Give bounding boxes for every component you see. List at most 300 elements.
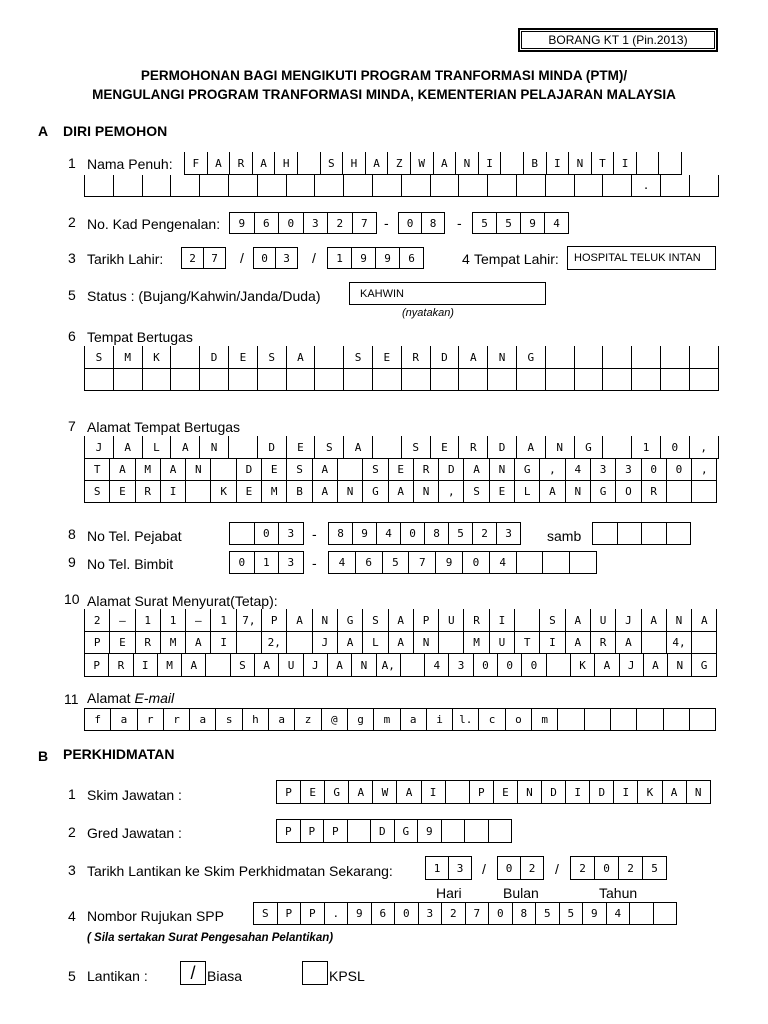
- char-cell[interactable]: G: [514, 459, 540, 481]
- char-cell[interactable]: N: [413, 632, 439, 654]
- char-cell[interactable]: 3: [418, 902, 443, 925]
- char-cell[interactable]: 0: [666, 459, 692, 481]
- char-cell[interactable]: 5: [448, 522, 473, 545]
- char-cell[interactable]: E: [430, 436, 460, 459]
- char-cell[interactable]: 0: [473, 654, 498, 677]
- char-cell[interactable]: 2: [327, 212, 353, 234]
- char-cell[interactable]: E: [236, 481, 262, 503]
- char-cell[interactable]: A: [539, 481, 565, 503]
- char-cell[interactable]: [210, 459, 236, 481]
- char-cell[interactable]: R: [458, 436, 488, 459]
- char-cell[interactable]: 2: [618, 856, 643, 880]
- char-cell[interactable]: N: [666, 609, 692, 632]
- char-cell[interactable]: A: [641, 609, 667, 632]
- char-cell[interactable]: a: [110, 708, 137, 731]
- char-cell[interactable]: 9: [435, 551, 463, 574]
- char-cell[interactable]: [584, 708, 611, 731]
- char-cell[interactable]: N: [686, 780, 711, 804]
- char-cell[interactable]: A: [312, 459, 338, 481]
- nama-row1[interactable]: [184, 152, 682, 175]
- char-cell[interactable]: [545, 346, 575, 369]
- char-cell[interactable]: M: [157, 654, 182, 677]
- char-cell[interactable]: P: [277, 902, 302, 925]
- char-cell[interactable]: 3: [448, 856, 472, 880]
- char-cell[interactable]: .: [324, 902, 349, 925]
- char-cell[interactable]: I: [613, 152, 637, 175]
- char-cell[interactable]: 5: [535, 902, 560, 925]
- char-cell[interactable]: 9: [417, 819, 442, 843]
- char-cell[interactable]: [372, 175, 402, 197]
- char-cell[interactable]: L: [142, 436, 172, 459]
- char-cell[interactable]: 4: [606, 902, 631, 925]
- char-cell[interactable]: [487, 175, 517, 197]
- char-cell[interactable]: 9: [375, 247, 400, 269]
- char-cell[interactable]: 6: [371, 902, 396, 925]
- char-cell[interactable]: [660, 175, 690, 197]
- char-cell[interactable]: ,: [691, 459, 717, 481]
- char-cell[interactable]: [170, 346, 200, 369]
- char-cell[interactable]: 0: [497, 856, 521, 880]
- char-cell[interactable]: A: [396, 780, 421, 804]
- char-cell[interactable]: G: [362, 481, 388, 503]
- char-cell[interactable]: [636, 152, 660, 175]
- char-cell[interactable]: G: [337, 609, 363, 632]
- char-cell[interactable]: 5: [496, 212, 521, 234]
- char-cell[interactable]: S: [401, 436, 431, 459]
- char-cell[interactable]: J: [303, 654, 328, 677]
- char-cell[interactable]: [228, 175, 258, 197]
- char-cell[interactable]: A: [343, 436, 373, 459]
- char-cell[interactable]: M: [463, 632, 489, 654]
- char-cell[interactable]: N: [413, 481, 439, 503]
- char-cell[interactable]: E: [372, 346, 402, 369]
- char-cell[interactable]: r: [137, 708, 164, 731]
- char-cell[interactable]: z: [294, 708, 321, 731]
- char-cell[interactable]: 1: [425, 856, 449, 880]
- char-cell[interactable]: [445, 780, 470, 804]
- char-cell[interactable]: K: [637, 780, 662, 804]
- char-cell[interactable]: G: [590, 481, 616, 503]
- char-cell[interactable]: o: [505, 708, 532, 731]
- char-cell[interactable]: 2: [472, 522, 497, 545]
- char-cell[interactable]: [514, 609, 540, 632]
- char-cell[interactable]: L: [514, 481, 540, 503]
- char-cell[interactable]: A: [388, 609, 414, 632]
- char-cell[interactable]: S: [539, 609, 565, 632]
- char-cell[interactable]: N: [312, 609, 338, 632]
- char-cell[interactable]: E: [489, 481, 515, 503]
- alamat-bertugas-row3[interactable]: [84, 481, 717, 503]
- char-cell[interactable]: 2,: [261, 632, 287, 654]
- char-cell[interactable]: [689, 708, 716, 731]
- char-cell[interactable]: 6: [254, 212, 280, 234]
- char-cell[interactable]: [314, 369, 344, 391]
- status-input[interactable]: KAHWIN: [349, 282, 546, 305]
- kpsl-checkbox[interactable]: [302, 961, 328, 985]
- char-cell[interactable]: I: [160, 481, 186, 503]
- char-cell[interactable]: a: [268, 708, 295, 731]
- char-cell[interactable]: N: [489, 459, 515, 481]
- char-cell[interactable]: N: [545, 436, 575, 459]
- char-cell[interactable]: R: [641, 481, 667, 503]
- char-cell[interactable]: [653, 902, 678, 925]
- char-cell[interactable]: F: [184, 152, 208, 175]
- char-cell[interactable]: G: [691, 654, 716, 677]
- char-cell[interactable]: P: [261, 609, 287, 632]
- char-cell[interactable]: [691, 632, 717, 654]
- char-cell[interactable]: c: [478, 708, 505, 731]
- char-cell[interactable]: I: [133, 654, 158, 677]
- char-cell[interactable]: M: [160, 632, 186, 654]
- char-cell[interactable]: [113, 369, 143, 391]
- char-cell[interactable]: [660, 346, 690, 369]
- char-cell[interactable]: A: [254, 654, 279, 677]
- char-cell[interactable]: E: [261, 459, 287, 481]
- char-cell[interactable]: [631, 346, 661, 369]
- char-cell[interactable]: s: [215, 708, 242, 731]
- char-cell[interactable]: M: [261, 481, 287, 503]
- char-cell[interactable]: [401, 369, 431, 391]
- char-cell[interactable]: 4,: [666, 632, 692, 654]
- char-cell[interactable]: B: [286, 481, 312, 503]
- char-cell[interactable]: A: [458, 346, 488, 369]
- char-cell[interactable]: U: [489, 632, 515, 654]
- char-cell[interactable]: T: [514, 632, 540, 654]
- char-cell[interactable]: U: [278, 654, 303, 677]
- char-cell[interactable]: N: [487, 346, 517, 369]
- char-cell[interactable]: 0: [641, 459, 667, 481]
- char-cell[interactable]: 1: [254, 551, 280, 574]
- char-cell[interactable]: [297, 152, 321, 175]
- tel-bimbit-part2[interactable]: [328, 551, 597, 574]
- char-cell[interactable]: I: [478, 152, 502, 175]
- char-cell[interactable]: A: [516, 436, 546, 459]
- char-cell[interactable]: 0: [521, 654, 546, 677]
- char-cell[interactable]: 2: [520, 856, 544, 880]
- char-cell[interactable]: [574, 175, 604, 197]
- char-cell[interactable]: P: [300, 819, 325, 843]
- char-cell[interactable]: m: [531, 708, 558, 731]
- char-cell[interactable]: S: [343, 346, 373, 369]
- char-cell[interactable]: T: [84, 459, 110, 481]
- char-cell[interactable]: 9: [347, 902, 372, 925]
- char-cell[interactable]: [602, 346, 632, 369]
- char-cell[interactable]: 3: [303, 212, 329, 234]
- char-cell[interactable]: G: [516, 346, 546, 369]
- char-cell[interactable]: [343, 369, 373, 391]
- char-cell[interactable]: [343, 175, 373, 197]
- char-cell[interactable]: P: [276, 819, 301, 843]
- char-cell[interactable]: S: [362, 459, 388, 481]
- char-cell[interactable]: A: [388, 632, 414, 654]
- char-cell[interactable]: A: [691, 609, 717, 632]
- char-cell[interactable]: [430, 369, 460, 391]
- char-cell[interactable]: D: [487, 436, 517, 459]
- char-cell[interactable]: [113, 175, 143, 197]
- char-cell[interactable]: [205, 654, 230, 677]
- tempat-bertugas-row2[interactable]: [84, 369, 719, 391]
- char-cell[interactable]: D: [236, 459, 262, 481]
- char-cell[interactable]: 7: [408, 551, 436, 574]
- char-cell[interactable]: 0: [278, 212, 304, 234]
- char-cell[interactable]: A: [565, 609, 591, 632]
- char-cell[interactable]: [372, 436, 402, 459]
- char-cell[interactable]: 9: [351, 247, 376, 269]
- char-cell[interactable]: 3: [275, 247, 298, 269]
- nama-row2[interactable]: [84, 175, 719, 197]
- spp-cells[interactable]: [253, 902, 677, 925]
- char-cell[interactable]: J: [84, 436, 114, 459]
- char-cell[interactable]: 0: [254, 522, 280, 545]
- char-cell[interactable]: 4: [565, 459, 591, 481]
- alamat-surat-row3[interactable]: [84, 654, 717, 677]
- char-cell[interactable]: S: [230, 654, 255, 677]
- char-cell[interactable]: 4: [424, 654, 449, 677]
- char-cell[interactable]: [545, 175, 575, 197]
- tarikh-lahir-month[interactable]: [253, 247, 298, 269]
- char-cell[interactable]: 9: [229, 212, 255, 234]
- char-cell[interactable]: 5: [382, 551, 410, 574]
- char-cell[interactable]: ,: [689, 436, 719, 459]
- char-cell[interactable]: R: [135, 481, 161, 503]
- char-cell[interactable]: Z: [387, 152, 411, 175]
- char-cell[interactable]: 7: [203, 247, 226, 269]
- char-cell[interactable]: [666, 522, 692, 545]
- char-cell[interactable]: A: [348, 780, 373, 804]
- char-cell[interactable]: [542, 551, 570, 574]
- char-cell[interactable]: L: [362, 632, 388, 654]
- char-cell[interactable]: I: [613, 780, 638, 804]
- char-cell[interactable]: [610, 708, 637, 731]
- char-cell[interactable]: 0: [394, 902, 419, 925]
- char-cell[interactable]: g: [347, 708, 374, 731]
- char-cell[interactable]: P: [469, 780, 494, 804]
- char-cell[interactable]: E: [300, 780, 325, 804]
- char-cell[interactable]: N: [351, 654, 376, 677]
- char-cell[interactable]: N: [565, 481, 591, 503]
- char-cell[interactable]: 0: [594, 856, 619, 880]
- char-cell[interactable]: S: [314, 436, 344, 459]
- char-cell[interactable]: 0: [488, 902, 513, 925]
- char-cell[interactable]: H: [342, 152, 366, 175]
- char-cell[interactable]: [602, 175, 632, 197]
- char-cell[interactable]: A,: [376, 654, 401, 677]
- char-cell[interactable]: 9: [520, 212, 545, 234]
- char-cell[interactable]: R: [401, 346, 431, 369]
- char-cell[interactable]: 6: [355, 551, 383, 574]
- char-cell[interactable]: G: [574, 436, 604, 459]
- char-cell[interactable]: 0: [462, 551, 490, 574]
- char-cell[interactable]: –: [109, 609, 135, 632]
- char-cell[interactable]: h: [242, 708, 269, 731]
- kad-part1[interactable]: [229, 212, 377, 234]
- char-cell[interactable]: A: [185, 632, 211, 654]
- char-cell[interactable]: U: [590, 609, 616, 632]
- char-cell[interactable]: S: [286, 459, 312, 481]
- char-cell[interactable]: 0: [400, 522, 425, 545]
- char-cell[interactable]: 9: [582, 902, 607, 925]
- char-cell[interactable]: [286, 369, 316, 391]
- char-cell[interactable]: A: [109, 459, 135, 481]
- char-cell[interactable]: [663, 708, 690, 731]
- char-cell[interactable]: A: [286, 609, 312, 632]
- kad-part3[interactable]: [472, 212, 569, 234]
- char-cell[interactable]: R: [108, 654, 133, 677]
- char-cell[interactable]: A: [312, 481, 338, 503]
- samb-cells[interactable]: [592, 522, 691, 545]
- char-cell[interactable]: [636, 708, 663, 731]
- char-cell[interactable]: A: [662, 780, 687, 804]
- char-cell[interactable]: A: [170, 436, 200, 459]
- char-cell[interactable]: 4: [544, 212, 569, 234]
- char-cell[interactable]: 7,: [236, 609, 262, 632]
- char-cell[interactable]: [372, 369, 402, 391]
- alamat-bertugas-row1[interactable]: [84, 436, 719, 459]
- char-cell[interactable]: m: [373, 708, 400, 731]
- char-cell[interactable]: A: [433, 152, 457, 175]
- char-cell[interactable]: [658, 152, 682, 175]
- char-cell[interactable]: A: [207, 152, 231, 175]
- char-cell[interactable]: A: [565, 632, 591, 654]
- char-cell[interactable]: D: [438, 459, 464, 481]
- char-cell[interactable]: D: [541, 780, 566, 804]
- char-cell[interactable]: E: [109, 632, 135, 654]
- char-cell[interactable]: A: [286, 346, 316, 369]
- char-cell[interactable]: H: [274, 152, 298, 175]
- char-cell[interactable]: R: [590, 632, 616, 654]
- char-cell[interactable]: [142, 369, 172, 391]
- char-cell[interactable]: A: [327, 654, 352, 677]
- char-cell[interactable]: [458, 369, 488, 391]
- tempat-lahir-input[interactable]: HOSPITAL TELUK INTAN: [567, 246, 716, 270]
- char-cell[interactable]: P: [84, 632, 110, 654]
- char-cell[interactable]: [487, 369, 517, 391]
- char-cell[interactable]: 2: [441, 902, 466, 925]
- char-cell[interactable]: [84, 175, 114, 197]
- char-cell[interactable]: E: [109, 481, 135, 503]
- char-cell[interactable]: 9: [352, 522, 377, 545]
- char-cell[interactable]: r: [163, 708, 190, 731]
- char-cell[interactable]: A: [388, 481, 414, 503]
- char-cell[interactable]: N: [667, 654, 692, 677]
- char-cell[interactable]: l.: [452, 708, 479, 731]
- char-cell[interactable]: M: [113, 346, 143, 369]
- char-cell[interactable]: M: [135, 459, 161, 481]
- char-cell[interactable]: S: [320, 152, 344, 175]
- char-cell[interactable]: [629, 902, 654, 925]
- tel-bimbit-part1[interactable]: [229, 551, 304, 574]
- char-cell[interactable]: [546, 654, 571, 677]
- char-cell[interactable]: 0: [229, 551, 255, 574]
- char-cell[interactable]: [516, 369, 546, 391]
- alamat-bertugas-row2[interactable]: [84, 459, 717, 481]
- char-cell[interactable]: @: [321, 708, 348, 731]
- char-cell[interactable]: N: [185, 459, 211, 481]
- char-cell[interactable]: R: [463, 609, 489, 632]
- char-cell[interactable]: ,: [539, 459, 565, 481]
- char-cell[interactable]: N: [568, 152, 592, 175]
- char-cell[interactable]: [516, 175, 546, 197]
- char-cell[interactable]: 1: [210, 609, 236, 632]
- tel-pejabat-part1[interactable]: [229, 522, 304, 545]
- char-cell[interactable]: K: [142, 346, 172, 369]
- char-cell[interactable]: [488, 819, 513, 843]
- email-cells[interactable]: [84, 708, 716, 731]
- char-cell[interactable]: 4: [489, 551, 517, 574]
- tempat-bertugas-row1[interactable]: [84, 346, 719, 369]
- char-cell[interactable]: 8: [421, 212, 445, 234]
- char-cell[interactable]: [257, 369, 287, 391]
- char-cell[interactable]: [286, 632, 312, 654]
- char-cell[interactable]: D: [257, 436, 287, 459]
- char-cell[interactable]: [236, 632, 262, 654]
- char-cell[interactable]: 6: [399, 247, 424, 269]
- char-cell[interactable]: R: [229, 152, 253, 175]
- char-cell[interactable]: A: [160, 459, 186, 481]
- char-cell[interactable]: 4: [376, 522, 401, 545]
- char-cell[interactable]: a: [189, 708, 216, 731]
- char-cell[interactable]: P: [413, 609, 439, 632]
- char-cell[interactable]: I: [421, 780, 446, 804]
- char-cell[interactable]: A: [181, 654, 206, 677]
- char-cell[interactable]: U: [438, 609, 464, 632]
- char-cell[interactable]: [689, 175, 719, 197]
- char-cell[interactable]: J: [615, 609, 641, 632]
- char-cell[interactable]: P: [323, 819, 348, 843]
- char-cell[interactable]: 5: [559, 902, 584, 925]
- lantikan-day[interactable]: [425, 856, 472, 880]
- char-cell[interactable]: O: [615, 481, 641, 503]
- char-cell[interactable]: N: [455, 152, 479, 175]
- char-cell[interactable]: [592, 522, 618, 545]
- char-cell[interactable]: E: [286, 436, 316, 459]
- char-cell[interactable]: 0: [497, 654, 522, 677]
- char-cell[interactable]: [500, 152, 524, 175]
- char-cell[interactable]: [257, 175, 287, 197]
- char-cell[interactable]: 1: [631, 436, 661, 459]
- tel-pejabat-part2[interactable]: [328, 522, 521, 545]
- char-cell[interactable]: 8: [328, 522, 353, 545]
- char-cell[interactable]: [557, 708, 584, 731]
- char-cell[interactable]: [84, 369, 114, 391]
- char-cell[interactable]: D: [430, 346, 460, 369]
- char-cell[interactable]: A: [643, 654, 668, 677]
- char-cell[interactable]: –: [185, 609, 211, 632]
- char-cell[interactable]: [574, 346, 604, 369]
- char-cell[interactable]: I: [489, 609, 515, 632]
- char-cell[interactable]: [569, 551, 597, 574]
- char-cell[interactable]: [286, 175, 316, 197]
- char-cell[interactable]: R: [135, 632, 161, 654]
- char-cell[interactable]: [142, 175, 172, 197]
- char-cell[interactable]: I: [565, 780, 590, 804]
- char-cell[interactable]: P: [84, 654, 109, 677]
- gred-cells[interactable]: [276, 819, 512, 843]
- char-cell[interactable]: R: [413, 459, 439, 481]
- alamat-surat-row2[interactable]: [84, 632, 717, 654]
- char-cell[interactable]: G: [394, 819, 419, 843]
- char-cell[interactable]: I: [546, 152, 570, 175]
- char-cell[interactable]: A: [463, 459, 489, 481]
- char-cell[interactable]: 3: [278, 522, 304, 545]
- char-cell[interactable]: J: [619, 654, 644, 677]
- char-cell[interactable]: 8: [424, 522, 449, 545]
- char-cell[interactable]: [229, 522, 255, 545]
- char-cell[interactable]: T: [591, 152, 615, 175]
- char-cell[interactable]: [691, 481, 717, 503]
- skim-cells[interactable]: [276, 780, 711, 804]
- char-cell[interactable]: [641, 632, 667, 654]
